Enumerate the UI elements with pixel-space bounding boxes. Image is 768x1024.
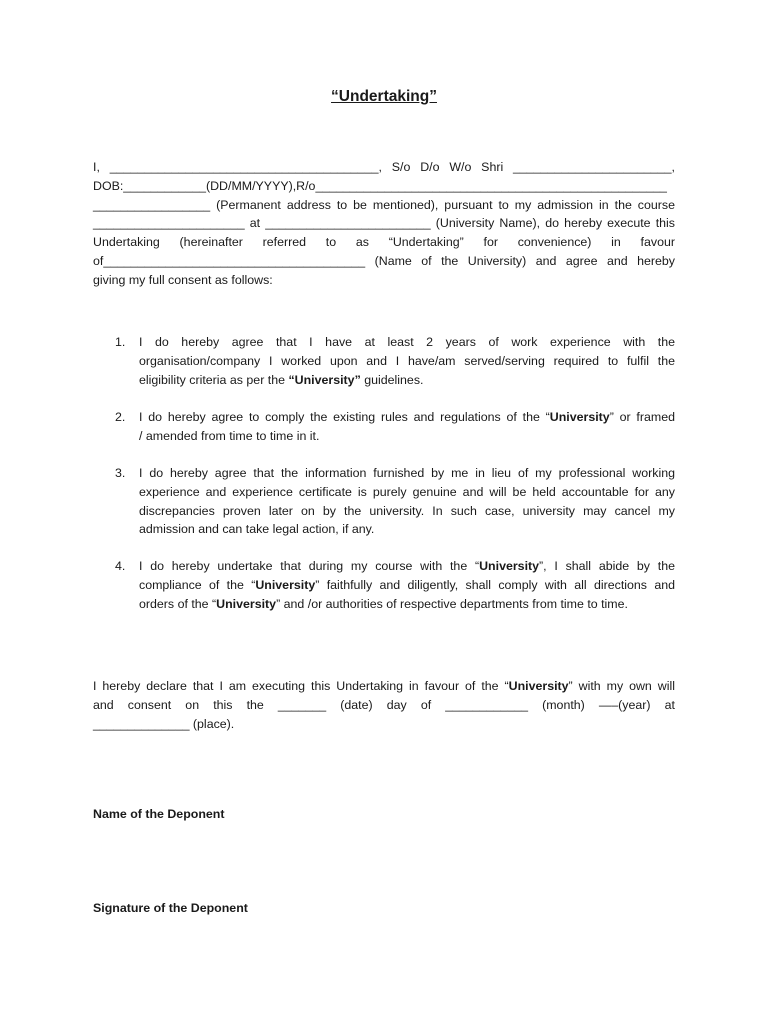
clause-number: 1. <box>115 335 126 349</box>
clause-line: discrepancies proven later on by the university. In such case, university may cancel my <box>139 503 675 518</box>
deponent-name-label: Name of the Deponent <box>93 807 225 821</box>
clause-item <box>93 408 675 446</box>
intro-line: I, _______________________________________, S/o D/o W/o Shri _______________________, <box>93 160 675 174</box>
clause-item <box>93 557 675 613</box>
bold-term: University <box>255 577 316 592</box>
bold-term: University <box>479 559 540 574</box>
clause-line: experience and experience certificate is purely genuine and will be held accountable for any <box>139 484 675 499</box>
clause-item <box>93 464 675 539</box>
clause-line: admission and can take legal action, if any. <box>139 522 375 537</box>
clause-line: / amended from time to time in it. <box>139 429 320 444</box>
bold-term: “University” <box>288 372 361 387</box>
intro-paragraph <box>93 158 675 290</box>
clause-line: compliance of the “University” faithfully and diligently, shall comply with all directions and <box>139 577 675 592</box>
declaration-line: ______________ (place). <box>93 716 235 731</box>
document-title: “Undertaking” <box>331 88 437 105</box>
intro-line: Undertaking (hereinafter referred to as “Undertaking” for convenience) in favour <box>93 235 675 250</box>
declaration-paragraph <box>93 677 675 733</box>
intro-line: _________________ (Permanent address to be mentioned), pursuant to my admission in the course <box>93 197 675 212</box>
intro-line: of______________________________________ (Name of the University) and agree and hereby <box>93 253 675 268</box>
intro-line: giving my full consent as follows: <box>93 272 273 287</box>
clause-line: organisation/company I worked upon and I have/am served/serving required to fulfil the <box>139 353 675 368</box>
clause-number: 2. <box>115 410 126 425</box>
bold-term: University <box>216 596 277 611</box>
declaration-line: and consent on this the _______ (date) day of ____________ (month) —–(year) at <box>93 697 675 712</box>
bold-term: University <box>549 410 610 425</box>
clause-list <box>93 333 675 614</box>
clause-line: I do hereby agree that I have at least 2 years of work experience with the <box>139 335 675 349</box>
clause-number: 4. <box>115 559 126 574</box>
bold-term: University <box>508 679 569 693</box>
clause-line: I do hereby agree that the information furnished by me in lieu of my professional working <box>139 465 675 480</box>
clause-number: 3. <box>115 465 126 480</box>
intro-line: ______________________ at ________________________ (University Name), do hereby execute this <box>93 216 675 231</box>
clause-line: I do hereby undertake that during my course with the “University”, I shall abide by the <box>139 559 675 574</box>
clause-line: I do hereby agree to comply the existing rules and regulations of the “University” or framed <box>139 410 675 425</box>
clause-item <box>93 333 675 389</box>
deponent-signature-label: Signature of the Deponent <box>93 901 248 915</box>
clause-line: eligibility criteria as per the “University” guidelines. <box>139 372 424 387</box>
clause-line: orders of the “University” and /or authorities of respective departments from time to time. <box>139 596 628 611</box>
declaration-line: I hereby declare that I am executing this Undertaking in favour of the “University” with my own will <box>93 679 675 693</box>
intro-line: DOB:____________(DD/MM/YYYY),R/o___________________________________________________ <box>93 178 667 193</box>
